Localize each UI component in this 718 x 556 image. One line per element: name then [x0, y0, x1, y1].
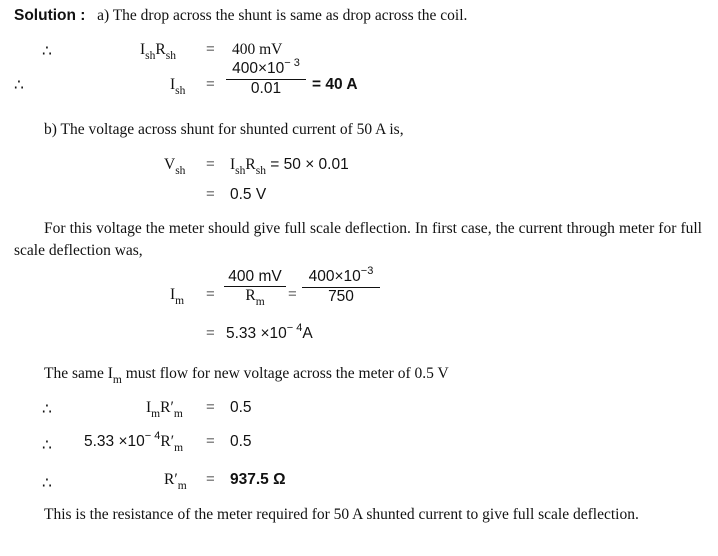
eq5-f1-den-r: R	[245, 287, 256, 304]
eq3-rhs-i: I	[230, 156, 236, 173]
eq5-equals: =	[206, 286, 215, 303]
eq6-rhs	[226, 324, 313, 345]
eq5-fraction-2	[302, 265, 380, 306]
para2-text-a: The same I	[44, 365, 113, 382]
eq3-rhs-sub1: sh	[235, 165, 246, 177]
eq5-lhs	[170, 285, 184, 306]
eq5-f2-numerator	[302, 265, 380, 287]
eq2-lhs	[170, 75, 185, 96]
eq3-rhs-value: = 50 × 0.01	[265, 156, 349, 173]
eq8-rhs: 0.5	[230, 433, 252, 450]
eq9-lhs-r: R′	[164, 471, 178, 488]
eq5-fraction-1	[224, 268, 286, 306]
eq1-lhs	[140, 40, 176, 61]
eq1-lhs-sub1: sh	[145, 50, 156, 62]
eq4-rhs: 0.5 V	[230, 186, 267, 203]
eq2-lhs-i: I	[170, 76, 176, 93]
eq1-lhs-r: R	[155, 41, 166, 58]
eq5-f2-denominator: 750	[328, 288, 354, 305]
therefore-symbol: ∴	[42, 437, 52, 454]
eq8-lhs-value: 5.33 ×10	[84, 433, 145, 450]
eq2-denominator: 0.01	[250, 80, 282, 97]
eq2-num-sup: − 3	[284, 57, 300, 69]
eq3-lhs-v: V	[164, 156, 176, 173]
eq1-lhs-i: I	[140, 41, 146, 58]
eq2-lhs-sub: sh	[175, 85, 186, 97]
eq7-lhs-sub1: m	[151, 408, 161, 420]
therefore-symbol: ∴	[14, 77, 24, 94]
eq3-rhs-sub2: sh	[255, 165, 266, 177]
eq8-lhs-sup: − 4	[144, 430, 161, 442]
eq1-rhs: 400 mV	[232, 41, 283, 58]
paragraph-conclusion: This is the resistance of the meter required for 50 A shunted current to give full scale deflection.	[44, 506, 639, 523]
paragraph-full-scale: For this voltage the meter should give full scale deflection. In first case, the current through meter for full scale deflection was,	[14, 220, 702, 259]
eq6-rhs-unit: A	[302, 325, 313, 342]
eq7-lhs	[146, 398, 183, 419]
para2-sub: m	[112, 374, 122, 386]
eq9-lhs	[164, 470, 187, 491]
eq3-lhs-sub: sh	[175, 165, 186, 177]
eq3-rhs-r: R	[245, 156, 256, 173]
eq5-f2-num-text: 400×10	[308, 268, 361, 285]
therefore-symbol: ∴	[42, 475, 52, 492]
eq5-lhs-i: I	[170, 286, 176, 303]
eq6-equals: =	[206, 325, 215, 342]
eq5-f1-denominator	[224, 287, 286, 306]
eq8-lhs-sub: m	[174, 442, 184, 454]
eq5-equals-2: =	[288, 286, 297, 303]
eq5-f1-numerator: 400 mV	[228, 268, 282, 285]
eq7-rhs: 0.5	[230, 399, 252, 416]
eq4-equals: =	[206, 186, 215, 203]
eq7-lhs-r: R′	[160, 399, 174, 416]
eq7-lhs-sub2: m	[173, 408, 183, 420]
eq5-f1-den-sub: m	[255, 296, 265, 308]
therefore-symbol: ∴	[42, 401, 52, 418]
eq1-equals: =	[206, 41, 215, 58]
paragraph-same-im	[44, 364, 449, 385]
eq5-lhs-sub: m	[175, 295, 185, 307]
eq6-rhs-value: 5.33 ×10	[226, 325, 287, 342]
eq9-rhs: 937.5 Ω	[230, 471, 286, 488]
eq3-rhs	[230, 155, 349, 176]
eq3-equals: =	[206, 156, 215, 173]
para2-text-b: must flow for new voltage across the meter of 0.5 V	[121, 365, 449, 382]
eq8-lhs-r: R′	[160, 433, 175, 450]
eq3-lhs	[164, 155, 185, 176]
eq7-lhs-i: I	[146, 399, 152, 416]
solution-heading	[14, 6, 467, 26]
eq9-lhs-sub: m	[177, 480, 187, 492]
eq2-numerator	[226, 57, 306, 79]
eq2-equals: =	[206, 76, 215, 93]
part-b-text: b) The voltage across shunt for shunted current of 50 A is,	[44, 121, 404, 138]
eq2-result: = 40 A	[312, 76, 358, 93]
eq1-lhs-sub2: sh	[165, 50, 176, 62]
eq2-num-text: 400×10	[232, 60, 285, 77]
eq6-rhs-sup: − 4	[286, 322, 303, 334]
eq9-equals: =	[206, 471, 215, 488]
part-a-text: a) The drop across the shunt is same as drop across the coil.	[97, 7, 468, 24]
eq8-equals: =	[206, 433, 215, 450]
eq8-lhs	[84, 432, 183, 453]
eq7-equals: =	[206, 399, 215, 416]
eq2-fraction	[226, 57, 306, 98]
solution-label: Solution :	[14, 7, 86, 24]
therefore-symbol: ∴	[42, 43, 52, 60]
eq5-f2-num-sup: −3	[360, 265, 374, 277]
